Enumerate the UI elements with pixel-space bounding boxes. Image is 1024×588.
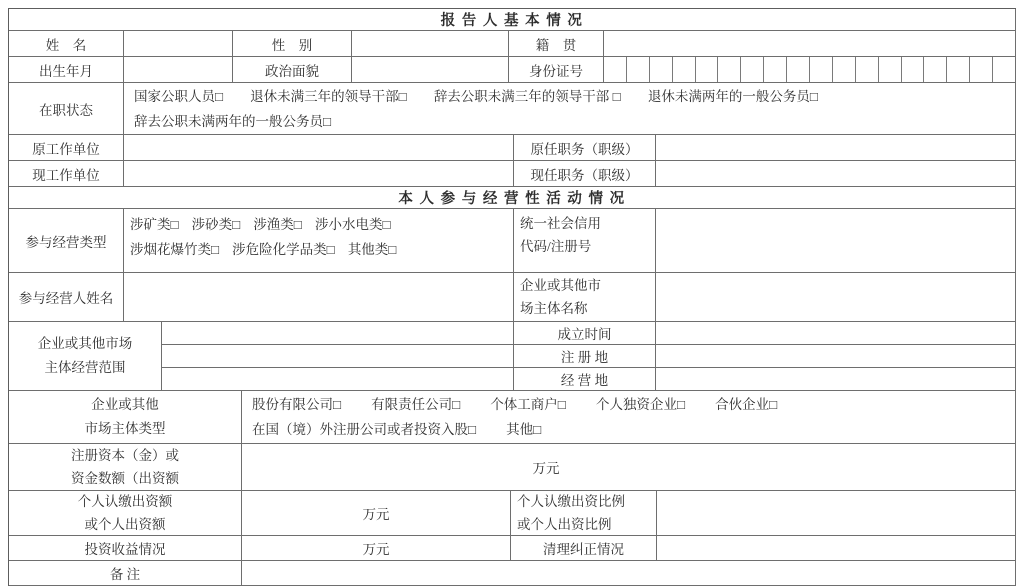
credit-code-label: 统一社会信用 代码/注册号 [514, 209, 656, 273]
id-digit-box[interactable] [764, 57, 787, 82]
name-value-cell[interactable] [124, 31, 233, 57]
checkbox-option[interactable]: 其他类□ [347, 242, 397, 257]
id-digit-box[interactable] [673, 57, 696, 82]
cleanup-status-label: 清理纠正情况 [511, 536, 657, 561]
id-digit-box[interactable] [970, 57, 993, 82]
checkbox-option[interactable]: 退休未满三年的领导干部□ [250, 88, 407, 104]
id-digit-box[interactable] [718, 57, 741, 82]
id-digit-box[interactable] [833, 57, 856, 82]
id-digit-box[interactable] [741, 57, 764, 82]
checkbox-option[interactable]: 个体工商户□ [490, 397, 566, 412]
checkbox-option[interactable]: 辞去公职未满三年的领导干部 □ [433, 88, 621, 104]
employment-status-label: 在职状态 [9, 83, 124, 135]
former-work-unit-value-cell[interactable] [124, 135, 514, 161]
unit-wanyuan-contribution: 万元 [362, 507, 390, 522]
entity-type-options-line1 [252, 392, 807, 417]
business-type-options-line1 [130, 212, 404, 237]
id-digit-box[interactable] [627, 57, 650, 82]
checkbox-option[interactable]: 涉小水电类□ [314, 217, 391, 232]
checkbox-option[interactable]: 其他□ [506, 422, 542, 437]
contribution-ratio-label: 个人认缴出资比例 或个人出资比例 [511, 491, 657, 536]
id-digit-box[interactable] [856, 57, 879, 82]
current-work-unit-label: 现工作单位 [9, 161, 124, 187]
id-digit-box[interactable] [993, 57, 1015, 82]
credit-code-value-cell[interactable] [656, 209, 1016, 273]
id-digit-box[interactable] [810, 57, 833, 82]
established-time-value-cell[interactable] [656, 322, 1016, 345]
business-type-label: 参与经营类型 [9, 209, 124, 273]
former-position-label: 原任职务（职级） [514, 135, 656, 161]
entity-type-options [242, 391, 1016, 444]
checkbox-option[interactable]: 合伙企业□ [715, 397, 778, 412]
business-scope-value-cell-1[interactable] [162, 322, 514, 345]
business-type-options [124, 209, 514, 273]
id-digit-box[interactable] [924, 57, 947, 82]
id-digit-box[interactable] [902, 57, 925, 82]
remarks-value-cell[interactable] [242, 561, 1016, 586]
cleanup-status-value-cell[interactable] [657, 536, 1016, 561]
form-title: 报 告 人 基 本 情 况 [9, 9, 1016, 31]
personal-contribution-value-cell[interactable] [242, 491, 511, 536]
current-position-label: 现任职务（职级） [514, 161, 656, 187]
id-number-grid[interactable] [604, 57, 1016, 83]
investment-income-value-cell[interactable] [242, 536, 511, 561]
checkbox-option[interactable]: 涉烟花爆竹类□ [130, 242, 220, 257]
checkbox-option[interactable]: 涉渔类□ [253, 217, 302, 232]
political-status-value-cell[interactable] [352, 57, 509, 83]
former-position-value-cell[interactable] [656, 135, 1016, 161]
unit-wanyuan-capital: 万元 [532, 461, 560, 476]
registered-place-label: 注 册 地 [514, 345, 656, 368]
business-scope-value-cell-3[interactable] [162, 368, 514, 391]
business-scope-value-cell-2[interactable] [162, 345, 514, 368]
checkbox-option[interactable]: 国家公职人员□ [134, 88, 224, 104]
investment-income-label: 投资收益情况 [9, 536, 242, 561]
entity-type-options-line2 [252, 417, 571, 442]
entity-name-label: 企业或其他市 场主体名称 [514, 273, 656, 322]
id-digit-box[interactable] [696, 57, 719, 82]
native-place-value-cell[interactable] [604, 31, 1016, 57]
checkbox-option[interactable]: 辞去公职未满两年的一般公务员□ [134, 113, 332, 129]
former-work-unit-label: 原工作单位 [9, 135, 124, 161]
remarks-label: 备 注 [9, 561, 242, 586]
operating-place-value-cell[interactable] [656, 368, 1016, 391]
established-time-label: 成立时间 [514, 322, 656, 345]
employment-status-options-line2 [134, 109, 358, 134]
registered-place-value-cell[interactable] [656, 345, 1016, 368]
checkbox-option[interactable]: 在国（境）外注册公司或者投资入股□ [252, 422, 477, 437]
registered-capital-value-cell[interactable] [242, 444, 1016, 491]
operating-place-label: 经 营 地 [514, 368, 656, 391]
checkbox-option[interactable]: 股份有限公司□ [252, 397, 342, 412]
checkbox-option[interactable]: 个人独资企业□ [595, 397, 686, 412]
current-position-value-cell[interactable] [656, 161, 1016, 187]
employment-status-options-line1 [134, 84, 845, 109]
checkbox-option[interactable]: 涉危险化学品类□ [232, 242, 335, 257]
unit-wanyuan-income: 万元 [362, 542, 390, 557]
name-label: 姓 名 [9, 31, 124, 57]
contribution-ratio-value-cell[interactable] [657, 491, 1016, 536]
id-digit-box[interactable] [879, 57, 902, 82]
id-digit-box[interactable] [604, 57, 627, 82]
birth-date-value-cell[interactable] [124, 57, 233, 83]
gender-label: 性 别 [233, 31, 352, 57]
personal-contribution-label: 个人认缴出资额 或个人出资额 [9, 491, 242, 536]
gender-value-cell[interactable] [352, 31, 509, 57]
id-digit-box[interactable] [947, 57, 970, 82]
participant-name-value-cell[interactable] [124, 273, 514, 322]
id-number-label: 身份证号 [509, 57, 604, 83]
entity-type-label: 企业或其他 市场主体类型 [9, 391, 242, 444]
native-place-label: 籍 贯 [509, 31, 604, 57]
section-business-title: 本 人 参 与 经 营 性 活 动 情 况 [9, 187, 1016, 209]
id-digit-box[interactable] [787, 57, 810, 82]
id-digit-box[interactable] [650, 57, 673, 82]
business-type-options-line2 [130, 237, 409, 262]
registered-capital-label: 注册资本（金）或 资金数额（出资额 [9, 444, 242, 491]
birth-date-label: 出生年月 [9, 57, 124, 83]
checkbox-option[interactable]: 涉砂类□ [191, 217, 241, 232]
entity-name-value-cell[interactable] [656, 273, 1016, 322]
business-scope-label: 企业或其他市场 主体经营范围 [9, 322, 162, 391]
employment-status-options [124, 83, 1016, 135]
checkbox-option[interactable]: 涉矿类□ [130, 217, 179, 232]
participant-name-label: 参与经营人姓名 [9, 273, 124, 322]
report-form-table [8, 8, 1016, 586]
political-status-label: 政治面貌 [233, 57, 352, 83]
current-work-unit-value-cell[interactable] [124, 161, 514, 187]
checkbox-option[interactable]: 有限责任公司□ [371, 397, 461, 412]
checkbox-option[interactable]: 退休未满两年的一般公务员□ [647, 88, 818, 104]
